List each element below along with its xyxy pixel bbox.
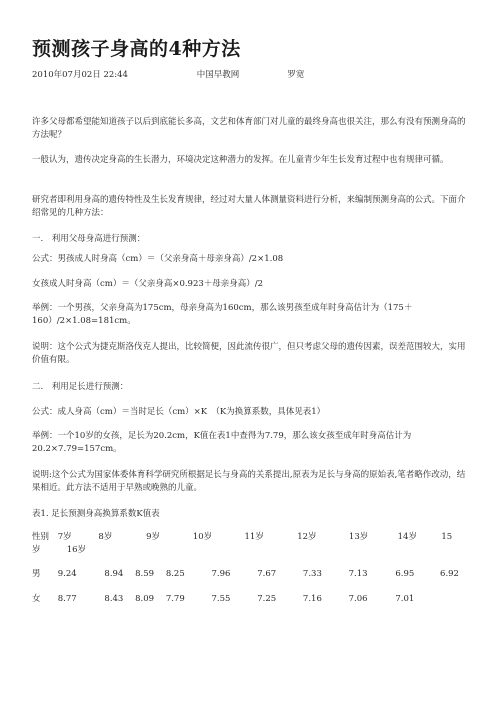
- section-heading-1: 一. 利用父母身高进行预测：: [32, 234, 146, 244]
- table-cell: 7.67: [257, 569, 277, 579]
- publish-date: 2010年07月02日 22:44: [32, 70, 128, 80]
- table-row-label: 男: [32, 569, 41, 579]
- table-cell: 7.79: [165, 594, 185, 604]
- table-row-label: 女: [32, 594, 41, 604]
- table-header-age: 7岁: [57, 532, 72, 542]
- table-cell: 7.06: [348, 594, 368, 604]
- source-name: 中国早教网: [196, 70, 240, 80]
- paragraph-research: 研究者即利用身高的遗传特性及生长发育规律，经过对大量人体测量资料进行分析，来编制预测身高的公式。下面介绍常见的几种方法：: [32, 195, 466, 218]
- table-cell: 8.25: [165, 569, 185, 579]
- formula-boy: 公式：男孩成人时身高（cm）＝（父亲身高＋母亲身高）/2×1.08: [32, 254, 284, 264]
- table-cell: 7.96: [211, 569, 231, 579]
- paragraph-genetics: 一般认为，遗传决定身高的生长潜力，环境决定这种潜力的发挥。在儿童青少年生长发育过程中也有规律可循。: [32, 155, 449, 165]
- table-row-female: [32, 592, 414, 604]
- author-name: 罗宽: [287, 70, 305, 80]
- table-cell: 6.95: [395, 569, 415, 579]
- table-header-label: 性别: [32, 532, 50, 542]
- table-cell: 8.77: [57, 594, 77, 604]
- example-foot: 举例：一个10岁的女孩，足长为20.2cm，K值在表1中查得为7.79，那么该女孩至成年时身高估计为20.2×7.79=157cm。: [32, 431, 412, 454]
- formula-girl: 女孩成人时身高（cm）＝（父亲身高×0.923＋母亲身高）/2: [32, 279, 264, 289]
- note-parents: 说明：这个公式为捷克斯洛伐克人提出，比较简便，因此流传很广，但只考虑父母的遗传因素，误差范围较大，实用价值有限。: [32, 342, 466, 365]
- table-header-age: 9岁: [146, 532, 161, 542]
- table-cell: 9.24: [57, 569, 77, 579]
- example-parents: 举例：一个男孩，父亲身高为175cm，母亲身高为160cm，那么该男孩至成年时身高估计为（175＋160）/2×1.08=181cm。: [32, 303, 413, 326]
- table-header-age: 岁: [32, 545, 41, 555]
- note-foot: 说明:这个公式为国家体委体育科学研究所根据足长与身高的关系提出,原表为足长与身高的原始表,笔者略作改动，结果相近。此方法不适用于早熟或晚熟的儿童。: [32, 470, 466, 493]
- table-cell: 8.43: [104, 594, 124, 604]
- paragraph-intro: 许多父母都希望能知道孩子以后到底能长多高，文艺和体育部门对儿童的最终身高也很关注，那么有没有预测身高的方法呢？: [32, 117, 466, 140]
- formula-foot: 公式：成人身高（cm）＝当时足长（cm）×K （K为换算系数，具体见表1）: [32, 407, 326, 417]
- table-caption: 表1. 足长预测身高换算系数K值表: [32, 509, 160, 519]
- article-meta: [32, 68, 304, 80]
- table-cell: 6.92: [440, 569, 459, 579]
- table-cell: 7.01: [395, 594, 415, 604]
- table-cell: 7.55: [211, 594, 231, 604]
- article-title: 预测孩子身高的4种方法: [32, 38, 241, 60]
- table-header-age: 12岁: [297, 532, 317, 542]
- section-heading-2: 二. 利用足长进行预测：: [32, 382, 129, 392]
- table-cell: 8.94: [104, 569, 124, 579]
- table-cell: 7.25: [257, 594, 277, 604]
- table-header-age: 15: [441, 532, 453, 542]
- table-cell: 8.09: [135, 594, 155, 604]
- table-header-row-wrap: [32, 543, 86, 555]
- table-cell: 8.59: [135, 569, 155, 579]
- table-header-row: [32, 530, 452, 542]
- table-header-age: 13岁: [348, 532, 369, 542]
- table-header-age: 14岁: [397, 532, 417, 542]
- table-header-age: 10岁: [192, 532, 213, 542]
- table-cell: 7.13: [348, 569, 368, 579]
- table-header-age: 16岁: [66, 545, 87, 555]
- table-cell: 7.33: [302, 569, 322, 579]
- table-header-age: 8岁: [98, 532, 113, 542]
- table-header-age: 11岁: [244, 532, 264, 542]
- table-cell: 7.16: [302, 594, 322, 604]
- table-row-male: [32, 567, 459, 579]
